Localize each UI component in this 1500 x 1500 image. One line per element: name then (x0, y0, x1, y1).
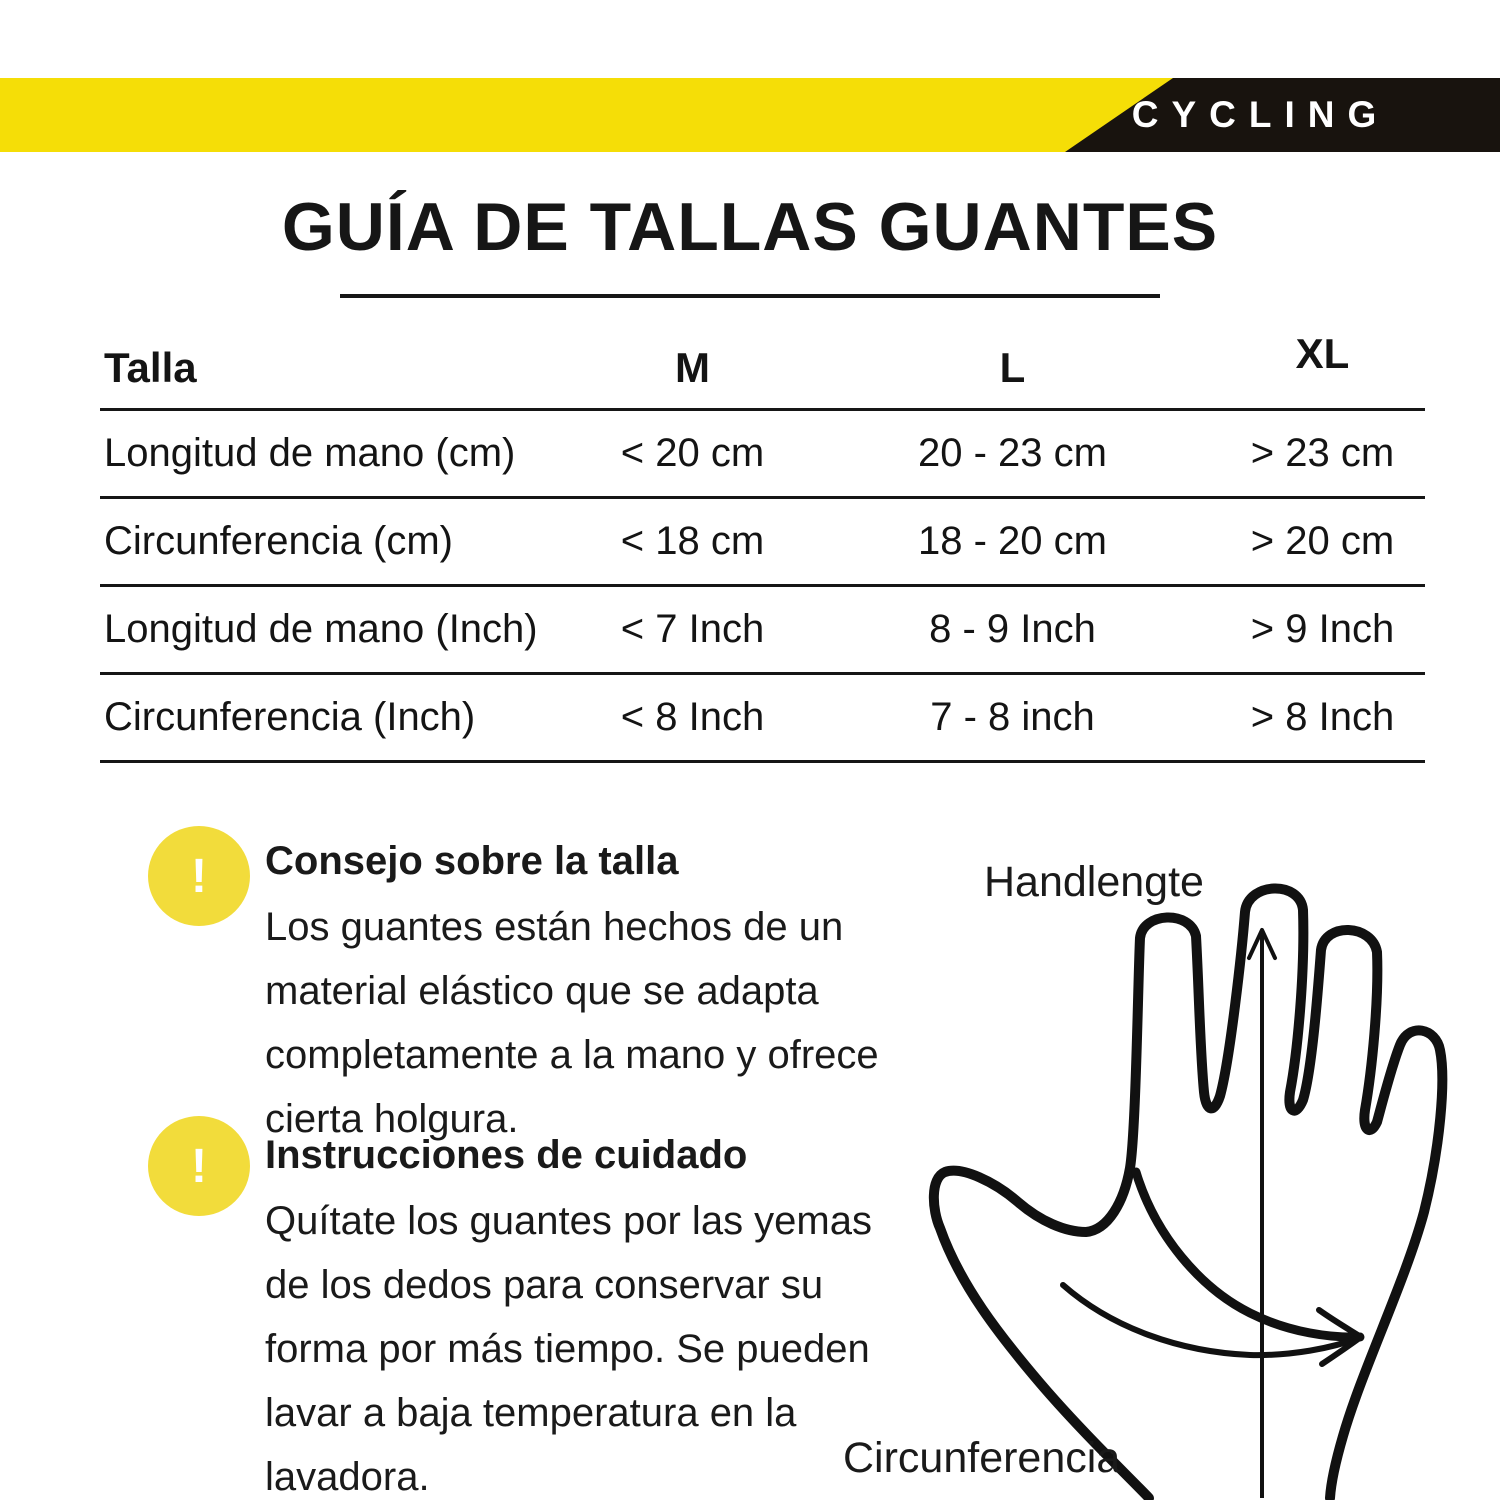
note-body: Quítate los guantes por las yemas de los dedos para conservar su forma por más tiempo. Se pueden lavar a baja temperatura en la lavadora. (265, 1199, 872, 1499)
circumference-label: Circunferencia (843, 1434, 1121, 1482)
circumference-arrow-arc (1063, 1285, 1359, 1355)
page-title: GUÍA DE TALLAS GUANTES (281, 189, 1219, 265)
table-header-row (100, 328, 1425, 411)
exclamation-badge-icon (148, 1116, 250, 1216)
exclamation-glyph: ! (191, 1139, 207, 1193)
col-header-talla: Talla (104, 344, 197, 391)
row-label: Circunferencia (cm) (104, 519, 453, 563)
value-l: 18 - 20 cm (918, 519, 1107, 563)
note-body: Los guantes están hechos de un material elástico que se adapta completamente a la mano y ofrece cierta holgura. (265, 905, 879, 1141)
col-header-l: L (999, 344, 1026, 391)
hand-outline-illustration (900, 830, 1500, 1500)
value-m: < 7 Inch (620, 607, 765, 651)
row-label: Circunferencia (Inch) (104, 695, 476, 739)
value-xl: > 8 Inch (1250, 695, 1395, 739)
col-header-m: M (675, 344, 710, 391)
note-care-instructions (265, 1126, 905, 1500)
table-row-hand-length-inch (100, 587, 1425, 675)
size-table (100, 328, 1425, 763)
value-m: < 20 cm (620, 431, 765, 475)
table-row-circumference-inch (100, 675, 1425, 763)
table-row-hand-length-cm (100, 411, 1425, 499)
brand-banner (0, 78, 1500, 152)
note-heading: Instrucciones de cuidado (265, 1133, 748, 1177)
row-label: Longitud de mano (cm) (104, 431, 516, 475)
value-l: 7 - 8 inch (930, 695, 1095, 739)
brand-logo-text: CYCLING (1131, 94, 1390, 135)
note-heading: Consejo sobre la talla (265, 839, 679, 883)
value-xl: > 9 Inch (1250, 607, 1395, 651)
title-underline (340, 294, 1160, 298)
value-l: 20 - 23 cm (918, 431, 1107, 475)
note-size-advice (265, 832, 905, 1151)
value-xl: > 23 cm (1250, 431, 1395, 475)
hand-outline (934, 888, 1442, 1498)
value-xl: > 20 cm (1250, 519, 1395, 563)
value-m: < 8 Inch (620, 695, 765, 739)
col-header-xl: XL (1295, 330, 1350, 377)
value-l: 8 - 9 Inch (929, 607, 1096, 651)
table-row-circumference-cm (100, 499, 1425, 587)
row-label: Longitud de mano (Inch) (104, 607, 538, 651)
hand-length-label: Handlengte (984, 858, 1204, 906)
exclamation-glyph: ! (191, 849, 207, 903)
value-m: < 18 cm (620, 519, 765, 563)
exclamation-badge-icon (148, 826, 250, 926)
